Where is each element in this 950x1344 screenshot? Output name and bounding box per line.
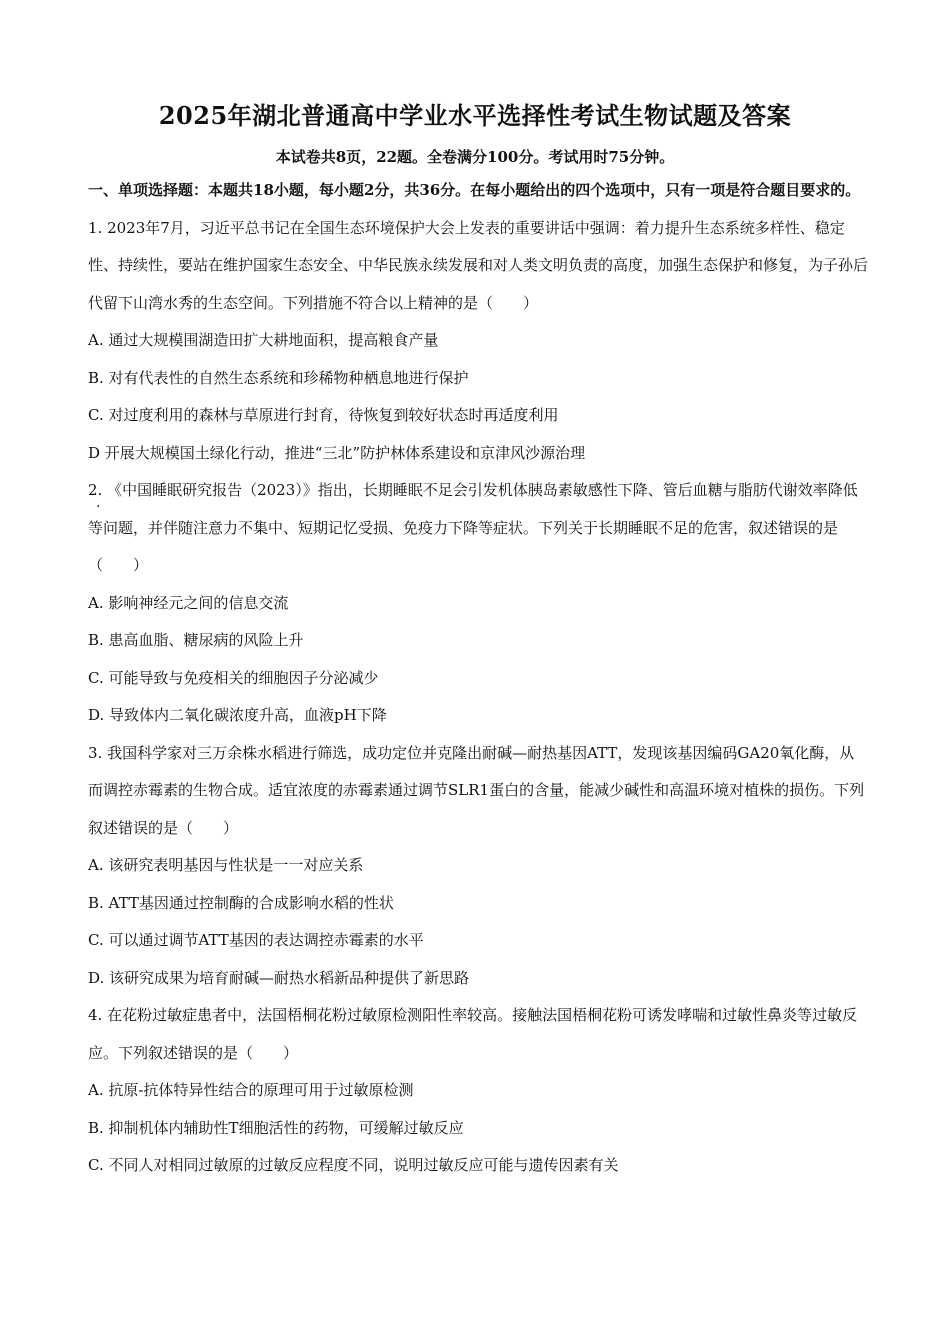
option-c: C. 不同人对相同过敏原的过敏反应程度不同，说明过敏反应可能与遗传因素有关: [88, 1156, 619, 1174]
option-b: B. ATT基因通过控制酶的合成影响水稻的性状: [88, 893, 394, 912]
option-c: C. 可能导致与免疫相关的细胞因子分泌减少: [88, 668, 379, 687]
option-a: A. 该研究表明基因与性状是一一对应关系: [88, 856, 364, 874]
question-stem: 4. 在花粉过敏症患者中，法国梧桐花粉过敏原检测阳性率较高。接触法国梧桐花粉可诱发哮喘和过敏性鼻炎等过敏反应。下列叙述错误的是（ ）: [88, 1006, 858, 1062]
option-b: B. 对有代表性的自然生态系统和珍稀物种栖息地进行保护: [88, 368, 469, 387]
question-stem: 3. 我国科学家对三万余株水稻进行筛选，成功定位并克隆出耐碱—耐热基因ATT，发现该基因编码GA20氧化酶，从而调控赤霉素的生物合成。适宜浓度的赤霉素通过调节SLR1蛋白的含量，能减少碱性和高温环境对植株的损伤。下列叙述错误的是（ ）: [88, 743, 865, 837]
question-3: [88, 735, 868, 998]
option-d: D. 该研究成果为培育耐碱—耐热水稻新品种提供了新思路: [88, 968, 470, 987]
option-a: A. 抗原-抗体特异性结合的原理可用于过敏原检测: [88, 1081, 414, 1099]
question-stem: 2. 《中国睡眠研究报告（2023）》指出，长期睡眠不足会引发机体胰岛素敏感性下降、管后血糖与脂肪代谢效率降低等问题，并伴随注意力不集中、短期记忆受损、免疫力下降等症状。下列关于长期睡眠不足的危害，叙述错误的是（ ）: [88, 481, 858, 574]
stray-mark: ·: [96, 499, 101, 515]
exam-info: 本试卷共8页，22题。全卷满分100分。考试用时75分钟。: [275, 148, 675, 166]
option-c: C. 可以通过调节ATT基因的表达调控赤霉素的水平: [88, 931, 424, 949]
question-4: [88, 997, 868, 1185]
question-1: [88, 210, 868, 473]
option-b: B. 患高血脂、糖尿病的风险上升: [88, 631, 304, 649]
option-b: B. 抑制机体内辅助性T细胞活性的药物，可缓解过敏反应: [88, 1118, 464, 1137]
option-d: D. 导致体内二氧化碳浓度升高，血液pH下降: [88, 706, 387, 724]
exam-content: [88, 172, 868, 1185]
question-2: [88, 472, 868, 735]
option-d: D 开展大规模国土绿化行动，推进“三北”防护林体系建设和京津风沙源治理: [88, 443, 586, 462]
question-stem: 1. 2023年7月，习近平总书记在全国生态环境保护大会上发表的重要讲话中强调：着力提升生态系统多样性、稳定性、持续性，要站在维护国家生态安全、中华民族永续发展和对人类文明负责的高度，加强生态保护和修复，为子孙后代留下山湾水秀的生态空间。下列措施不符合以上精神的是（ ）: [88, 218, 869, 312]
option-a: A. 通过大规模围湖造田扩大耕地面积，提高粮食产量: [88, 331, 439, 349]
section-heading: 一、单项选择题：本题共18小题，每小题2分，共36分。在每小题给出的四个选项中，只有一项是符合题目要求的。: [88, 181, 861, 199]
page-title: 2025年湖北普通高中学业水平选择性考试生物试题及答案: [158, 101, 792, 130]
option-a: A. 影响神经元之间的信息交流: [88, 593, 289, 612]
option-c: C. 对过度利用的森林与草原进行封育，待恢复到较好状态时再适度利用: [88, 406, 559, 424]
